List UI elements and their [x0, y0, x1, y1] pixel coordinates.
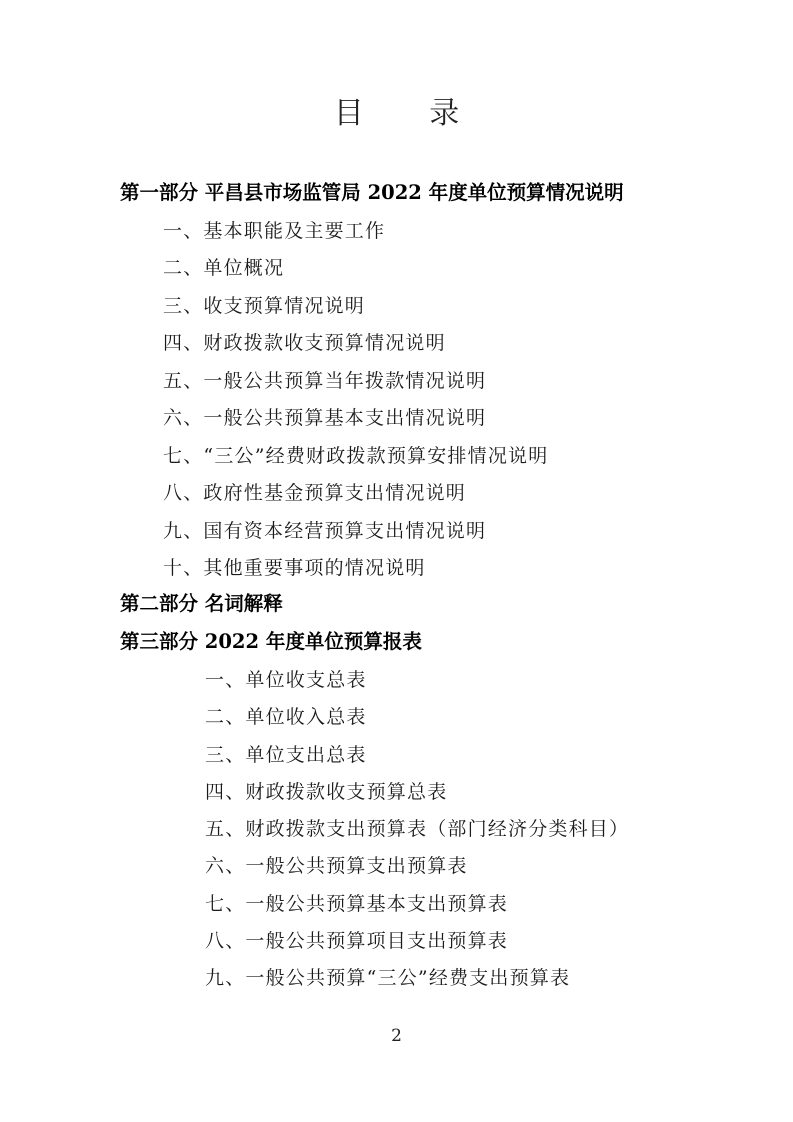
toc-part1-item[interactable]: 十、其他重要事项的情况说明 [163, 557, 426, 579]
toc-part3-item[interactable]: 二、单位收入总表 [205, 706, 367, 728]
toc-part3-item[interactable]: 三、单位支出总表 [205, 744, 367, 766]
toc-part1-item[interactable]: 九、国有资本经营预算支出情况说明 [163, 520, 487, 542]
toc-part2-heading[interactable]: 第二部分 名词解释 [120, 592, 283, 615]
toc-part1-item[interactable]: 三、收支预算情况说明 [163, 295, 366, 317]
toc-part3-item[interactable]: 五、财政拨款支出预算表（部门经济分类科目） [205, 818, 630, 840]
toc-part3-item[interactable]: 九、一般公共预算“三公”经费支出预算表 [205, 967, 571, 989]
toc-part3-item[interactable]: 八、一般公共预算项目支出预算表 [205, 930, 509, 952]
toc-part1-item[interactable]: 八、政府性基金预算支出情况说明 [163, 482, 467, 504]
toc-part1-item[interactable]: 一、基本职能及主要工作 [163, 220, 386, 242]
page-number: 2 [391, 1026, 402, 1046]
page-title: 目 录 [333, 96, 488, 131]
toc-part3-item[interactable]: 七、一般公共预算基本支出预算表 [205, 893, 509, 915]
toc-part1-item[interactable]: 二、单位概况 [163, 257, 285, 279]
toc-part3-item[interactable]: 六、一般公共预算支出预算表 [205, 855, 468, 877]
toc-part1-item[interactable]: 六、一般公共预算基本支出情况说明 [163, 407, 487, 429]
toc-part1-heading[interactable]: 第一部分 平昌县市场监管局 2022 年度单位预算情况说明 [120, 181, 624, 204]
toc-part3-item[interactable]: 一、单位收支总表 [205, 669, 367, 691]
toc-part1-item[interactable]: 五、一般公共预算当年拨款情况说明 [163, 370, 487, 392]
toc-part1-item[interactable]: 四、财政拨款收支预算情况说明 [163, 332, 446, 354]
toc-part3-heading[interactable]: 第三部分 2022 年度单位预算报表 [120, 630, 422, 653]
toc-part3-item[interactable]: 四、财政拨款收支预算总表 [205, 781, 448, 803]
toc-part1-item[interactable]: 七、“三公”经费财政拨款预算安排情况说明 [163, 445, 549, 467]
